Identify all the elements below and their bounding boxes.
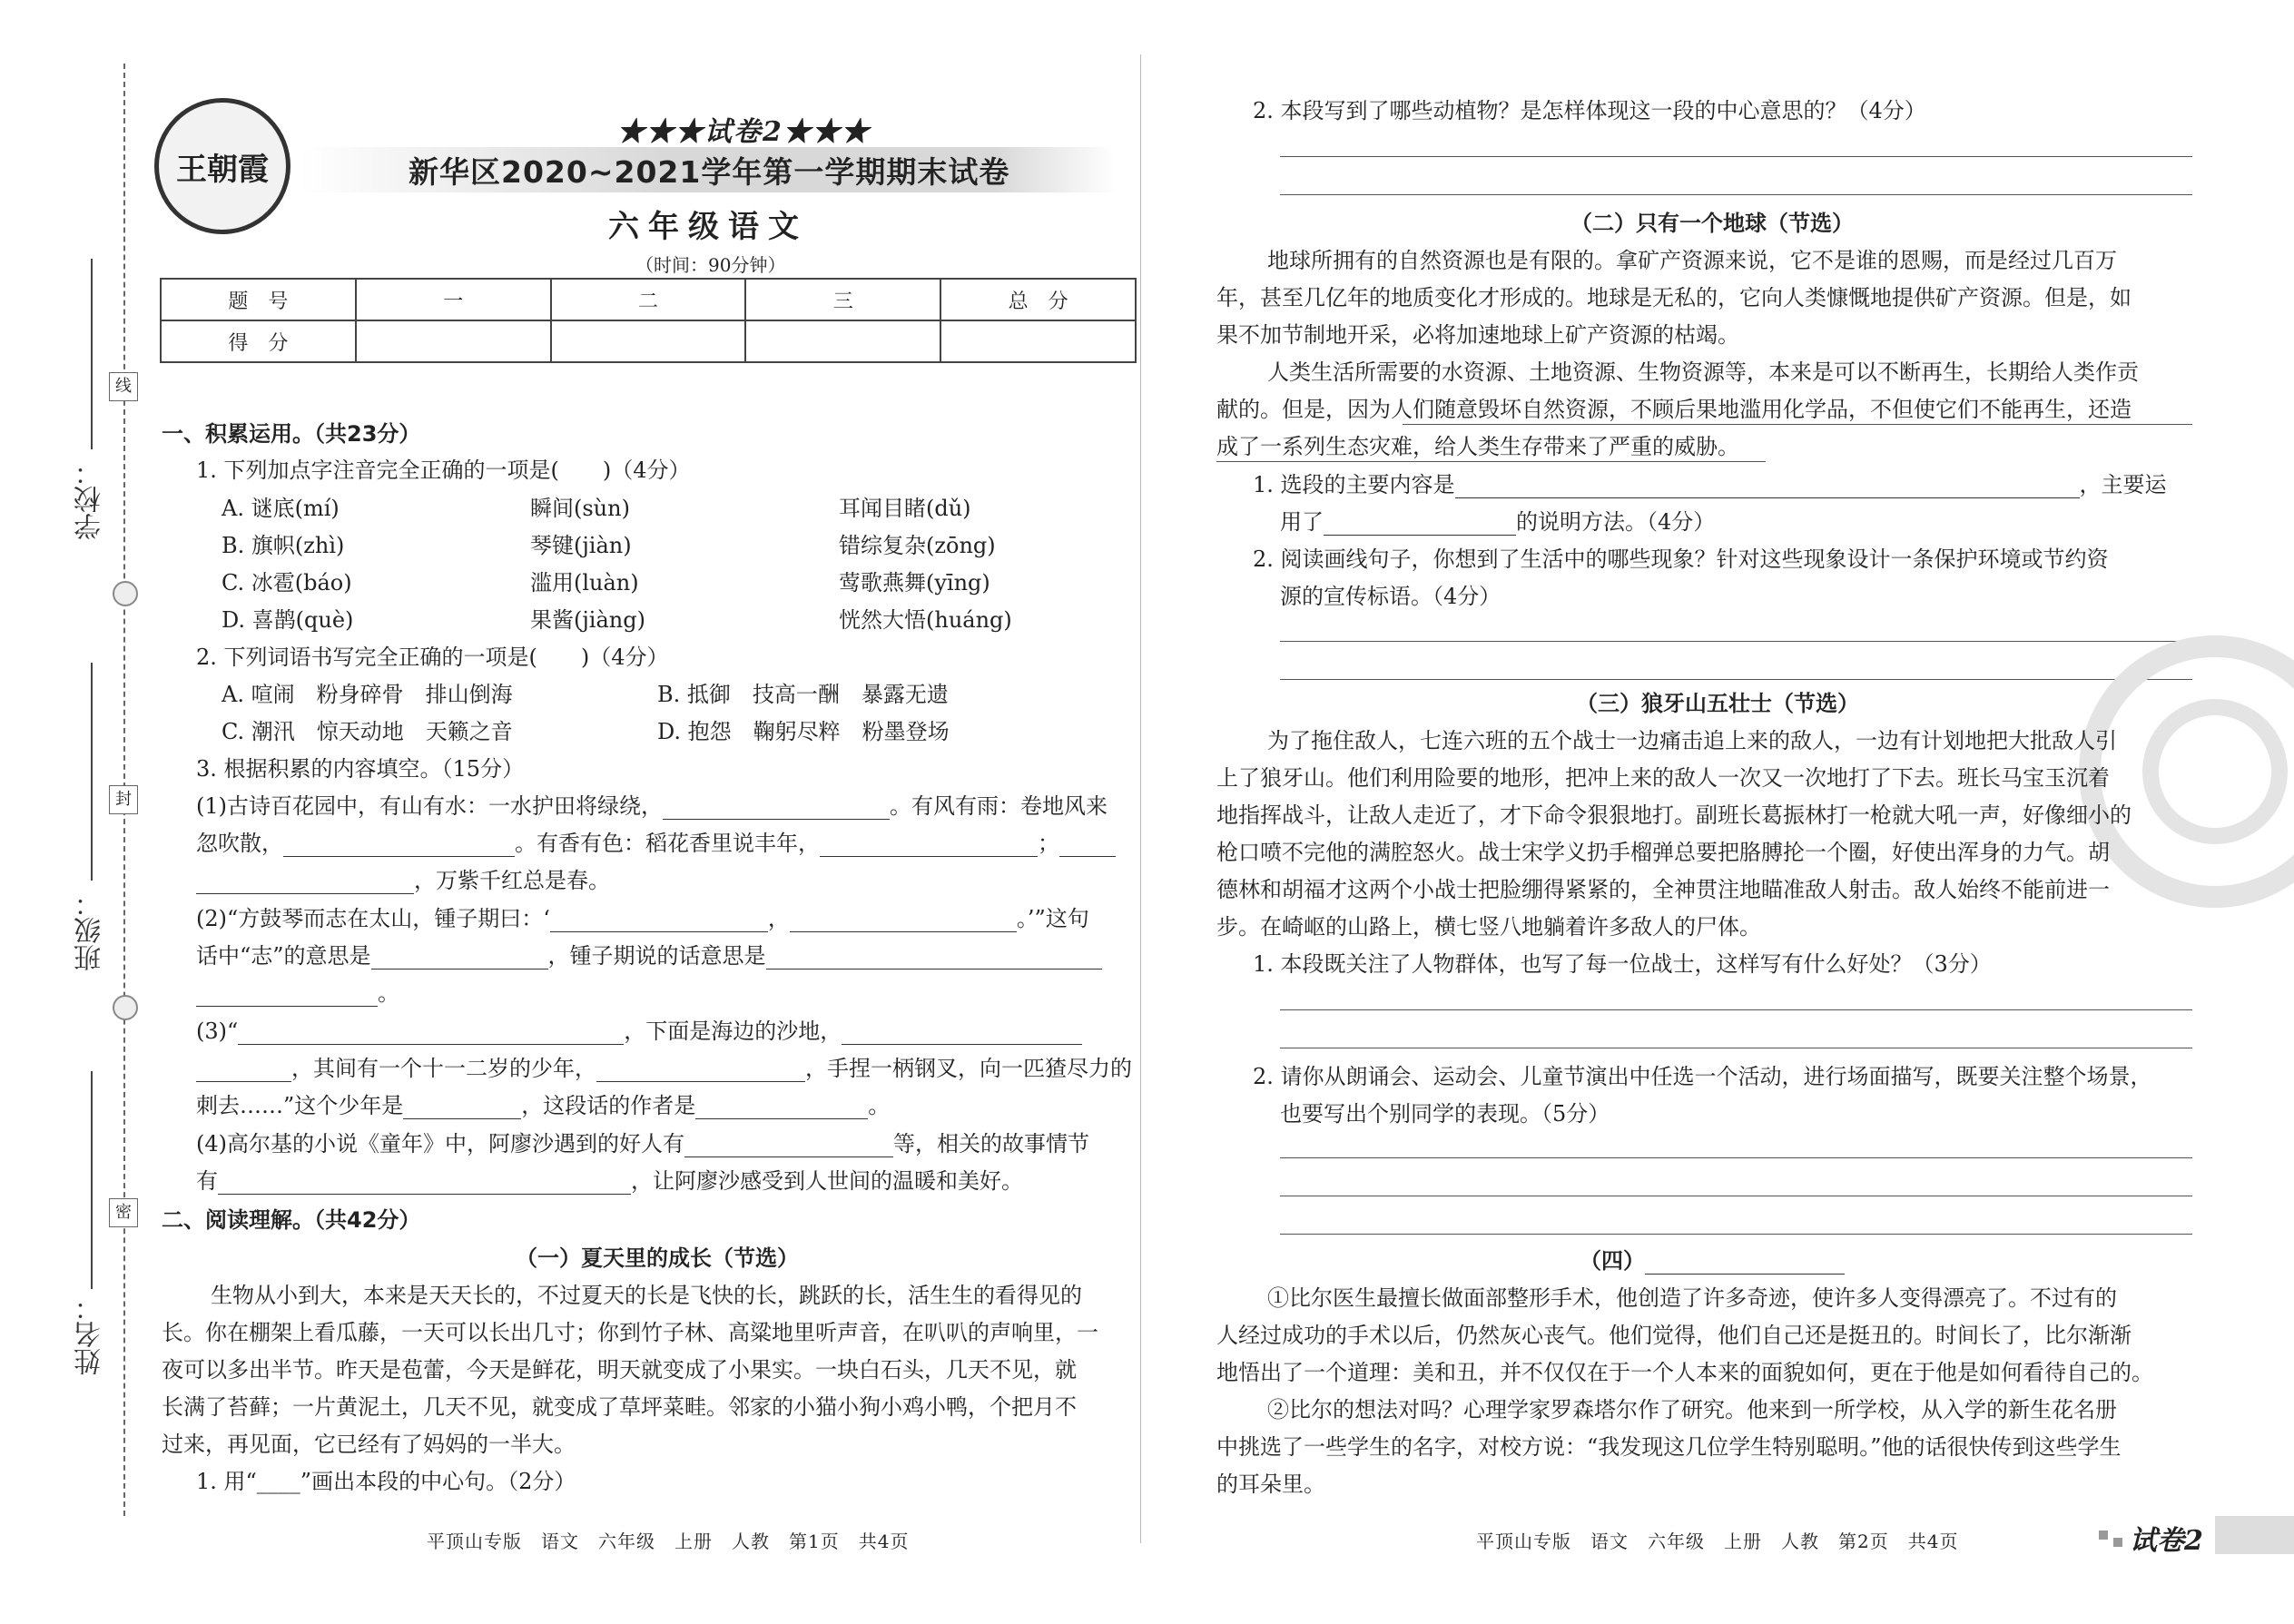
score-input-cell[interactable] <box>356 320 551 362</box>
q3-1-line <box>196 831 1116 857</box>
footer-square-icon <box>2099 1530 2108 1540</box>
footer-page-2: 平顶山专版 语文 六年级 上册 人教 第2页 共4页 <box>1476 1530 1959 1552</box>
reading-1-question-1: 1. 用“____”画出本段的中心句。（2分） <box>196 1469 576 1494</box>
fill-blank[interactable] <box>403 1096 521 1119</box>
fill-blank[interactable] <box>790 909 1017 932</box>
score-cell: 得 分 <box>161 320 356 362</box>
q3-text: (2)“方鼓琴而志在太山，锺子期曰：‘ <box>196 906 550 931</box>
reading-3-line: 步。在崎岖的山路上，横七竖八地躺着许多敌人的尸体。 <box>1216 914 1761 940</box>
q-text: 用了 <box>1280 509 1324 535</box>
reading-1-title: （一）夏天里的成长（节选） <box>516 1245 799 1271</box>
reading-3-question-2: 也要写出个别同学的表现。（5分） <box>1280 1101 1610 1127</box>
answer-line[interactable] <box>1280 194 2192 195</box>
reading-4-line: 的耳朵里。 <box>1216 1471 1325 1497</box>
reading-2-line: 果不加节制地开采，必将加速地球上矿产资源的枯竭。 <box>1216 322 1739 348</box>
r2-q1-line <box>1253 472 2167 498</box>
q3-text: ，让阿廖沙感受到人世间的温暖和美好。 <box>631 1168 1023 1194</box>
q3-text: (4)高尔基的小说《童年》中，阿廖沙遇到的好人有 <box>196 1131 684 1156</box>
reading-4-line: ①比尔医生最擅长做面部整形手术，他创造了许多奇迹，使许多人变得漂亮了。不过有的 <box>1267 1285 2117 1311</box>
q3-text: ，其间有一个十一二岁的少年， <box>291 1056 596 1081</box>
reading-1-line: 夜可以多出半节。昨天是苞蕾，今天是鲜花，明天就变成了小果实。一块白石头，几天不见，就 <box>162 1357 1077 1383</box>
answer-line[interactable] <box>1280 156 2192 157</box>
watermark-seal-inner <box>2142 699 2288 844</box>
fill-blank[interactable] <box>550 909 768 932</box>
score-cell: 一 <box>356 279 551 320</box>
exam-title: 新华区2020~2021学年第一学期期末试卷 <box>409 154 1010 190</box>
fill-blank[interactable] <box>1324 512 1516 536</box>
q3-text: 话中“志”的意思是 <box>196 943 371 969</box>
q3-text: ，锺子期说的话意思是 <box>547 943 766 969</box>
reading-2-line: 年，甚至几亿年的地质变化才形成的。地球是无私的，它向人类慷慨地提供矿产资源。但是，如 <box>1216 285 2132 310</box>
class-write-line <box>91 663 93 881</box>
q3-3-line <box>196 1093 890 1119</box>
name-label: 姓名： <box>74 1294 106 1375</box>
q3-text: ； <box>1038 831 1059 856</box>
footer-page-1: 平顶山专版 语文 六年级 上册 人教 第1页 共4页 <box>427 1530 910 1552</box>
binding-hole-icon <box>113 995 138 1020</box>
fill-blank[interactable] <box>283 833 515 857</box>
q3-text: ，手捏一柄钢叉，向一匹猹尽力的 <box>805 1056 1132 1081</box>
q1-option: 错综复杂(zōng) <box>839 533 996 558</box>
answer-line[interactable] <box>1280 679 2192 680</box>
q3-text: 。有风有雨：卷地风来 <box>890 793 1108 819</box>
fill-blank[interactable] <box>663 796 890 820</box>
fill-blank[interactable] <box>371 946 548 969</box>
q2-option: B. 抵御 技高一酬 暴露无遗 <box>657 682 949 707</box>
q3-text: (3)“ <box>196 1019 239 1044</box>
q3-text: 有 <box>196 1168 218 1194</box>
q-text: 的说明方法。（4分） <box>1516 509 1716 535</box>
q1-option: D. 喜鹊(què) <box>222 607 354 633</box>
fill-blank[interactable] <box>238 1021 624 1045</box>
q1-option: A. 谜底(mí) <box>222 496 340 521</box>
q1-option: B. 旗帜(zhì) <box>222 533 345 558</box>
fill-blank[interactable] <box>842 1021 1082 1045</box>
school-label: 学校： <box>74 458 106 540</box>
q3-text: (1)古诗百花园中，有山有水：一水护田将绿绕， <box>196 793 663 819</box>
q3-4-line <box>196 1168 1023 1195</box>
reading-3-line: 为了拖住敌人，七连六班的五个战士一边痛击追上来的敌人，一边有计划地把大批敌人引 <box>1267 728 2117 753</box>
q3-text: 。 <box>378 980 399 1006</box>
fill-blank[interactable] <box>196 871 414 894</box>
score-table-score-row <box>161 320 1136 362</box>
reading-1-line: 生物从小到大，本来是天天长的，不过夏天的长是飞快的长，跳跃的长，活生生的看得见的 <box>211 1283 1082 1308</box>
fill-blank[interactable] <box>196 983 378 1007</box>
q3-text: ，这段话的作者是 <box>521 1093 696 1118</box>
q3-3-line <box>196 1056 1132 1082</box>
q3-4-line <box>196 1131 1089 1157</box>
q3-2-line <box>196 943 1102 969</box>
exam-time: （时间：90分钟） <box>635 254 786 276</box>
question-2: 2. 下列词语书写完全正确的一项是( )（4分） <box>196 645 669 670</box>
answer-line[interactable] <box>1280 1234 2192 1235</box>
fill-blank[interactable] <box>196 1058 291 1082</box>
name-write-line <box>91 1071 93 1289</box>
q3-text: 。’”这句 <box>1016 906 1089 931</box>
fill-blank[interactable] <box>218 1171 631 1195</box>
q1-option: 莺歌燕舞(yīng) <box>839 570 990 595</box>
score-table <box>160 278 1137 363</box>
score-cell: 三 <box>745 279 940 320</box>
score-input-cell[interactable] <box>551 320 746 362</box>
q1-option: 滥用(luàn) <box>530 570 639 595</box>
q3-1-line <box>196 793 1108 820</box>
reading-1-line: 长。你在棚架上看瓜藤，一天可以长出几寸；你到竹子林、高粱地里听声音，在叭叭的声响里，一 <box>162 1320 1098 1345</box>
reading-2-question-2: 源的宣传标语。（4分） <box>1280 584 1501 609</box>
class-label: 班级： <box>74 890 106 971</box>
footer-square-icon <box>2113 1538 2122 1547</box>
reading-1-line: 长满了苔藓；一片黄泥土，几天不见，就变成了草坪菜畦。邻家的小猫小狗小鸡小鸭，个把月不 <box>162 1394 1077 1420</box>
reading-1-line: 过来，再见面，它已经有了妈妈的一半大。 <box>162 1432 576 1457</box>
r2-q1-line <box>1280 509 1715 536</box>
reading-1-question-2: 2. 本段写到了哪些动植物？是怎样体现这一段的中心意思的？（4分） <box>1253 98 1926 123</box>
publisher-logo <box>154 98 290 234</box>
answer-line[interactable] <box>1280 641 2192 642</box>
reading-4-title <box>1580 1248 1845 1275</box>
q3-2-line <box>196 980 399 1007</box>
reading-3-line: 地指挥战斗，让敌人走近了，才下命令狠狠地打。副班长葛振林打一枪就大吼一声，好像细小的 <box>1216 802 2132 828</box>
q1-option: 耳闻目睹(dǔ) <box>839 496 971 521</box>
q2-option: A. 喧闹 粉身碎骨 排山倒海 <box>222 682 513 707</box>
q1-option: 瞬间(sùn) <box>530 496 630 521</box>
fill-blank[interactable] <box>1455 475 2080 498</box>
q3-3-line <box>196 1019 1082 1045</box>
q3-1-line <box>196 868 610 894</box>
subject-title: 六年级语文 <box>608 209 808 245</box>
score-input-cell[interactable] <box>940 320 1136 362</box>
footer-paper-tag: 试卷2 <box>2130 1525 2203 1557</box>
section-2-title: 二、阅读理解。（共42分） <box>162 1207 421 1233</box>
reading-3-title: （三）狼牙山五壮士（节选） <box>1576 691 1859 716</box>
answer-line[interactable] <box>1280 1157 2192 1158</box>
reading-2-line: 人类生活所需要的水资源、土地资源、生物资源等，本来是可以不断再生，长期给人类作贡 <box>1267 359 2139 385</box>
reading-2-line: 献的。但是，因为人们随意毁坏自然资源，不顾后果地滥用化学品，不但使它们不能再生，还造 <box>1216 397 2132 422</box>
score-cell: 二 <box>551 279 746 320</box>
fill-blank-title[interactable] <box>1645 1251 1845 1275</box>
fill-blank[interactable] <box>1059 833 1116 857</box>
reading-3-line: 枪口喷不完他的满腔怒火。战士宋学义扔手榴弹总要把胳膊抡一个圈，好使出浑身的力气。胡 <box>1216 840 2110 865</box>
q-text: 1. 选段的主要内容是 <box>1253 472 1455 497</box>
q2-option: D. 抱怨 鞠躬尽粹 粉墨登场 <box>657 719 950 744</box>
reading-4-line: 人经过成功的手术以后，仍然灰心丧气。他们觉得，他们自己还是挺丑的。时间长了，比尔渐渐 <box>1216 1323 2132 1348</box>
school-write-line <box>91 259 93 449</box>
reading-4-line: 地悟出了一个道理：美和丑，并不仅仅在于一个人本来的面貌如何，更在于他是如何看待自己的。 <box>1216 1360 2153 1385</box>
q3-2-line <box>196 906 1089 932</box>
question-3: 3. 根据积累的内容填空。（15分） <box>196 756 525 782</box>
q1-option: 果酱(jiàng) <box>530 607 645 633</box>
reading-2-line: 地球所拥有的自然资源也是有限的。拿矿产资源来说，它不是谁的恩赐，而是经过几百万 <box>1267 248 2117 273</box>
q1-option: C. 冰雹(báo) <box>222 570 352 595</box>
q3-text: ，万紫千红总是春。 <box>414 868 610 893</box>
reading-4-line: 中挑选了一些学生的名字，对校方说：“我发现这几位学生特别聪明。”他的话很快传到这些学生 <box>1216 1434 2122 1460</box>
logo-text: 王朝霞 <box>176 152 269 188</box>
section-1-title: 一、积累运用。（共23分） <box>162 421 421 447</box>
fill-blank[interactable] <box>820 833 1038 857</box>
series-label: ★★★试卷2★★★ <box>617 116 871 148</box>
binding-mark-dense: 密 <box>109 1198 138 1227</box>
q3-text: 忽吹散， <box>196 831 283 856</box>
q3-text: 。有香有色：稻花香里说丰年， <box>515 831 820 856</box>
score-table-header-row <box>161 279 1136 320</box>
binding-mark-seal: 封 <box>109 785 138 814</box>
fill-blank[interactable] <box>596 1058 805 1082</box>
reading-2-question-2: 2. 阅读画线句子，你想到了生活中的哪些现象？针对这些现象设计一条保护环境或节约资 <box>1253 546 2109 572</box>
fill-blank[interactable] <box>695 1096 868 1119</box>
q3-text: 等，相关的故事情节 <box>893 1131 1089 1156</box>
reading-3-line: 上了狼牙山。他们利用险要的地形，把冲上来的敌人一次又一次地打了下去。班长马宝玉沉着 <box>1216 765 2110 791</box>
q3-text: 。 <box>868 1093 891 1118</box>
q3-text: ， <box>767 906 790 931</box>
binding-hole-icon <box>113 581 138 606</box>
marked-sentence-underline <box>1403 424 2192 425</box>
fill-blank[interactable] <box>684 1134 893 1157</box>
score-cell: 题 号 <box>161 279 356 320</box>
q2-option: C. 潮汛 惊天动地 天籁之音 <box>222 719 513 744</box>
q1-option: 恍然大悟(huáng) <box>839 607 1012 633</box>
footer-bar <box>2215 1516 2294 1554</box>
score-cell: 总 分 <box>940 279 1136 320</box>
answer-line[interactable] <box>1280 1009 2192 1010</box>
q3-text: ，下面是海边的沙地， <box>624 1019 842 1044</box>
reading-3-line: 德林和胡福才这两个小战士把脸绷得紧紧的，全神贯注地瞄准敌人射击。敌人始终不能前进一 <box>1216 877 2110 902</box>
q3-text: 刺去……”这个少年是 <box>196 1093 404 1118</box>
reading-2-line: 成了一系列生态灾难，给人类生存带来了严重的威胁。 <box>1216 434 1739 459</box>
reading-4-title-text: （四） <box>1580 1248 1645 1274</box>
q-text: ，主要运 <box>2079 472 2167 497</box>
reading-3-question-2: 2. 请你从朗诵会、运动会、儿童节演出中任选一个活动，进行场面描写，既要关注整个场景， <box>1253 1064 2152 1089</box>
page-divider <box>1140 54 1141 1543</box>
reading-2-title: （二）只有一个地球（节选） <box>1570 211 1854 236</box>
fill-blank[interactable] <box>766 946 1102 969</box>
question-1: 1. 下列加点字注音完全正确的一项是( )（4分） <box>196 458 691 483</box>
marked-sentence-underline <box>1216 461 1766 462</box>
binding-mark-line: 线 <box>109 372 138 401</box>
reading-3-question-1: 1. 本段既关注了人物群体，也写了每一位战士，这样写有什么好处？（3分） <box>1253 951 1992 977</box>
reading-4-line: ②比尔的想法对吗？心理学家罗森塔尔作了研究。他来到一所学校，从入学的新生花名册 <box>1267 1397 2117 1422</box>
score-input-cell[interactable] <box>745 320 940 362</box>
q1-option: 琴键(jiàn) <box>530 533 632 558</box>
